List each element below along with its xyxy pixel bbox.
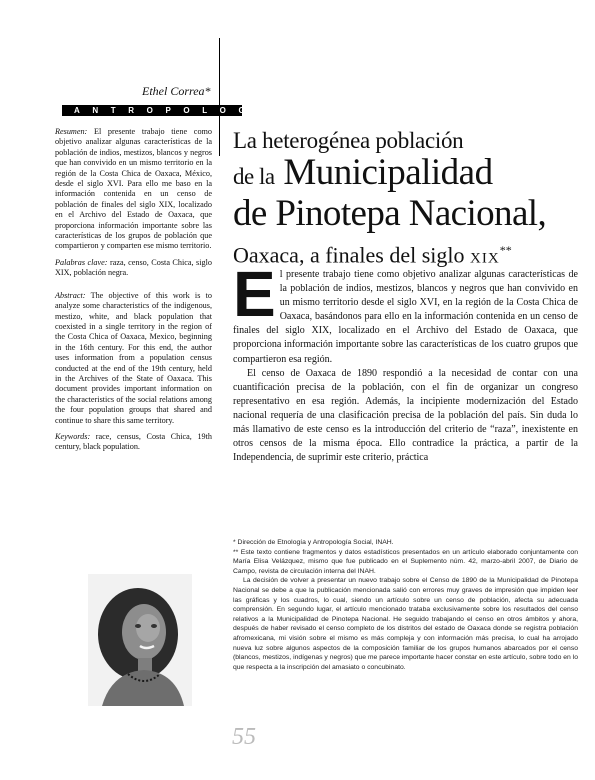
resumen-label: Resumen: (55, 127, 88, 136)
palabras-text: raza, censo, Costa Chica, siglo XIX, población negra. (55, 257, 212, 278)
title-line-2 (233, 154, 573, 195)
palabras-label: Palabras clave: (55, 257, 108, 267)
title-line-2-prefix: de la (233, 164, 275, 189)
author-portrait (88, 574, 192, 706)
keywords-paragraph (55, 432, 212, 453)
resumen-paragraph (55, 127, 212, 252)
author-name: Ethel Correa* (142, 84, 211, 98)
title-line-1: La heterogénea población (233, 128, 464, 153)
article-title (233, 128, 573, 273)
title-line-3: de Pinotepa Nacional, (233, 193, 547, 234)
title-line-2-main: Municipalidad (283, 152, 493, 193)
title-century: XIX (470, 250, 500, 267)
footnote-1: * Dirección de Etnología y Antropología Social, INAH. (233, 539, 394, 546)
page-number: 55 (232, 724, 256, 750)
palabras-clave (55, 258, 212, 279)
title-line-4-text: Oaxaca, a finales del siglo (233, 242, 465, 268)
body-paragraph-2: El censo de Oaxaca de 1890 respondió a la necesidad de contar con una cuantificación precisa de la población, con el fin de organizar un congreso representativo en esa región. Además, la incipiente modernización del Estado nacional requería de una clasificación precisa de la población del país. Sin duda lo más llamativo de este censo es la introducción del criterio de “raza”, inexistente en otros censos de la misma época. Ello contradice la práctica, a partir de la Independencia, de suprimir este criterio, práctica (233, 367, 578, 464)
section-label: ANTROPOLOGIA (62, 105, 242, 116)
portrait-illustration (88, 574, 192, 706)
footnote-2: ** Este texto contiene fragmentos y datos estadísticos presentados en un artículo elaborado conjuntamente con María Elisa Velázquez, mismo que fue publicado en el Suplemento núm. 42, marzo-abril 2007, de Diario de Campo, revista de circulación interna del INAH. (233, 548, 578, 575)
keywords-label: Keywords: (55, 431, 91, 441)
abstract-paragraph (55, 291, 212, 426)
abstract-label: Abstract: (55, 290, 86, 300)
abstract-column (55, 127, 212, 459)
footnotes (233, 538, 578, 672)
keywords-text: race, census, Costa Chica, 19th century, black population. (55, 431, 212, 452)
resumen-text: El presente trabajo tiene como objetivo analizar algunas características de la población de indios, mestizos, blancos y negros que han convivido en un mismo territorio en la región de la Costa Chica de Oaxaca, México, desde el siglo XVI. Para ello me baso en la información contenida en un censo de población de finales del siglo XIX, localizado en el Archivo del Estado de Oaxaca, que proporciona información importante sobre las características de los grupos de población que compartieron y comparten ese mismo territorio. (55, 127, 212, 251)
abstract-text: The objective of this work is to analyze some characteristics of the indigenous, mestizo, white, and black population that coexisted in a single territory in the region of the Costa Chica of Oaxaca, Mexico, beginning in the 16th century. For this end, the author uses information from a population census conducted at the end of the 19th century, held in the Archives of the State of Oaxaca. This document provides important information on the characteristics of the social relations among the four population groups that shared and continue to share this same territory. (55, 290, 212, 425)
title-footnote-mark: ** (499, 243, 512, 257)
drop-cap: E (233, 258, 276, 330)
footnote-3: La decisión de volver a presentar un nuevo trabajo sobre el Censo de 1890 de la Municipalidad de Pinotepa Nacional se debe a que la publicación mencionada salió con errores muy graves de impresión que impiden leer las gráficas y los cuadros, lo cual, siendo un artículo sobre un censo de población, afecta su adecuada comprensión. En segundo lugar, el artículo mencionado trataba exclusivamente sobre los resultados del censo relativos a la Municipalidad de Pinotepa Nacional. He seguido trabajando el censo en otros ámbitos y ahora, después de haber revisado el censo completo de los distritos del estado de Oaxaca donde se registra población afromexicana, mi visión sobre el mismo es más compleja y con información más precisa, lo cual ha arrojado nueva luz sobre algunos aspectos de la composición familiar de los grupos humanos abarcados por el censo (blancos, mestizos, indígenas y negros) que me parece importante hacer constar en este artículo, sobre todo en lo que respecta a la inscripción del amasiato o concubinato. (233, 577, 578, 671)
article-body (233, 258, 578, 465)
body-paragraph-1-text: l presente trabajo tiene como objetivo analizar algunas características de la población de indios, mestizos, blancos y negros que han convivido en un mismo territorio desde el siglo XVI, en la región de la Costa Chica de Oaxaca, basándonos para ello en la información contenida en un censo de finales del siglo XIX, localizado en el Archivo del Estado de Oaxaca, que proporciona información importante sobre las características de los cuatro grupos que compartieron esa región. (233, 269, 578, 365)
body-paragraph-1 (233, 258, 578, 367)
